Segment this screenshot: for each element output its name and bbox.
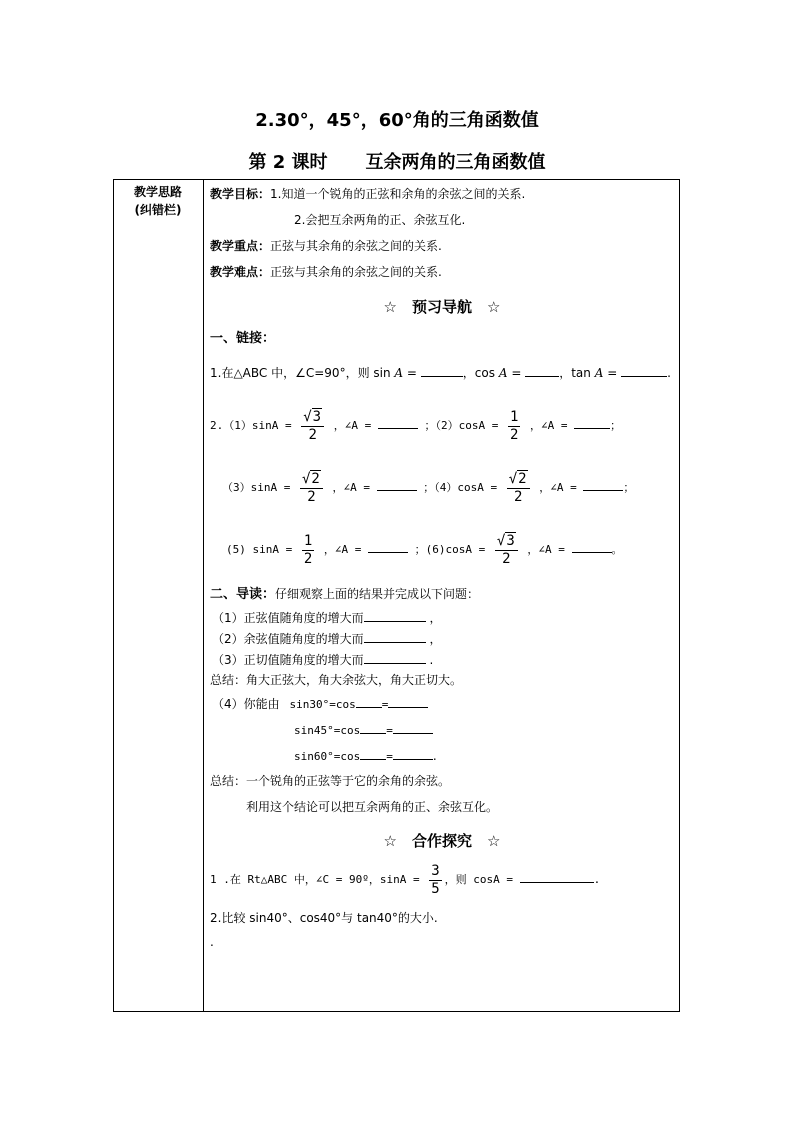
guide-heading: 二、导读： (210, 587, 276, 602)
guide-item-3-text: （3）正切值随角度的增大而 (212, 653, 364, 667)
end-mark: 。 (611, 543, 623, 556)
identity-row-3 (294, 747, 437, 765)
q1-var-a: A (594, 366, 604, 380)
guide-row (210, 586, 479, 603)
fraction-numerator: 1 (509, 408, 519, 425)
answer-blank[interactable] (520, 870, 594, 883)
answer-blank[interactable] (360, 747, 386, 760)
equals: = (386, 724, 393, 737)
goal-item-1: 1.知道一个锐角的正弦和余角的余弦之间的关系. (270, 187, 526, 201)
q1-var-a: A (498, 366, 508, 380)
q1-end: . (667, 366, 671, 380)
answer-blank[interactable] (583, 478, 623, 491)
key-point-text: 正弦与其余角的余弦之间的关系. (270, 239, 442, 253)
answer-blank[interactable] (525, 364, 559, 377)
q2-part1-suffix: ，∠A = (333, 419, 372, 432)
link-question-1 (210, 364, 671, 381)
q1-tan: ，tan (559, 366, 591, 380)
identity-sin60: sin60°=cos (294, 750, 361, 763)
fraction-denominator: 2 (502, 550, 511, 567)
coop-question-2: 2.比较 sin40°、cos40°与 tan40°的大小. (210, 911, 438, 925)
q2-part6-prefix: ；(6)cosA = (414, 543, 486, 556)
identity-sin45: sin45°=cos (294, 724, 361, 737)
link-question-2-row1 (210, 402, 621, 450)
sidebar-line2: (纠错栏) (134, 203, 182, 217)
goals-label: 教学目标： (210, 187, 271, 201)
q1-eq: = (607, 366, 618, 380)
answer-blank[interactable] (421, 364, 463, 377)
period: . (429, 653, 434, 667)
answer-blank[interactable] (360, 721, 386, 734)
lesson-topic: 互余两角的三角函数值 (365, 152, 546, 173)
q2-part5-suffix: ，∠A = (323, 543, 362, 556)
q2-part3-prefix: （3）sinA = (222, 481, 291, 494)
guide-item-4-label: （4）你能由 (212, 697, 280, 711)
semicolon: ； (623, 481, 635, 494)
sqrt (303, 409, 322, 426)
answer-blank[interactable] (388, 695, 428, 708)
radical-sign: √ (508, 470, 518, 487)
equals: = (386, 750, 393, 763)
period: . (593, 873, 601, 886)
identity-row-2 (294, 721, 433, 739)
identity-sin30: sin30°=cos (289, 698, 356, 711)
answer-blank[interactable] (574, 416, 610, 429)
fraction-numerator (507, 471, 530, 489)
radicand: 3 (506, 532, 515, 549)
fraction-denominator: 5 (431, 880, 440, 897)
link-heading: 一、链接： (210, 331, 276, 346)
sqrt (497, 533, 516, 550)
key-point-row (210, 238, 442, 254)
comma: ， (429, 632, 442, 646)
goal-item-2: 2.会把互余两角的正、余弦互化. (294, 213, 466, 227)
q1-eq: = (511, 366, 522, 380)
coop-section-title: ☆ 合作探究 ☆ (383, 832, 501, 850)
radical-sign: √ (301, 470, 311, 487)
radicand: 2 (311, 470, 320, 487)
link-question-2-row2 (222, 464, 634, 512)
summary-3: 利用这个结论可以把互余两角的正、余弦互化。 (246, 800, 499, 814)
answer-blank[interactable] (393, 747, 433, 760)
difficulty-label: 教学难点： (210, 265, 271, 279)
fraction (507, 471, 530, 506)
q2-part2-prefix: ；（2）cosA = (424, 419, 499, 432)
comma: ， (429, 611, 442, 625)
lesson-number: 第 2 课时 (248, 152, 328, 173)
fraction (508, 409, 520, 444)
fraction (302, 533, 314, 568)
guide-item-1 (212, 609, 441, 626)
q2-part5-prefix: (5) sinA = (226, 543, 293, 556)
guide-item-3 (212, 651, 433, 668)
page-title: 2.30°，45°，60°角的三角函数值 (255, 110, 539, 131)
sidebar-notes (114, 183, 202, 219)
q1-var-a: A (394, 366, 404, 380)
fraction (495, 533, 518, 568)
answer-blank[interactable] (364, 651, 426, 664)
summary-1: 总结：角大正弦大，角大余弦大，角大正切大。 (210, 673, 463, 687)
fraction-denominator: 2 (303, 550, 313, 567)
answer-blank[interactable] (364, 609, 426, 622)
answer-blank[interactable] (621, 364, 667, 377)
coop-question-1 (210, 857, 600, 903)
sqrt (509, 471, 528, 488)
coop-q1-suffix: ，则 cosA = (444, 873, 513, 886)
fraction (300, 471, 323, 506)
q1-eq: = (406, 366, 417, 380)
answer-blank[interactable] (368, 540, 408, 553)
guide-item-4 (212, 695, 428, 713)
difficulty-text: 正弦与其余角的余弦之间的关系. (270, 265, 442, 279)
link-question-2-row3 (226, 526, 623, 574)
guide-item-2 (212, 630, 441, 647)
guide-item-2-text: （2）余弦值随角度的增大而 (212, 632, 364, 646)
radicand: 2 (518, 470, 527, 487)
q2-part4-prefix: ；（4）cosA = (423, 481, 498, 494)
fraction-numerator: 1 (303, 532, 313, 549)
fraction (429, 863, 441, 898)
radical-sign: √ (303, 408, 312, 425)
fraction-numerator (300, 471, 323, 489)
q2-part1-prefix: 2.（1）sinA = (210, 419, 292, 432)
answer-blank[interactable] (378, 416, 418, 429)
q1-cos: ，cos (462, 366, 495, 380)
answer-blank[interactable] (393, 721, 433, 734)
fraction (301, 409, 324, 444)
fraction-numerator: 3 (431, 862, 440, 879)
radical-sign: √ (496, 532, 506, 549)
answer-blank[interactable] (572, 540, 612, 553)
goals-row (210, 186, 525, 202)
semicolon: ； (610, 419, 622, 432)
guide-text: 仔细观察上面的结果并完成以下问题： (275, 587, 480, 601)
sidebar-line1: 教学思路 (133, 185, 182, 199)
fraction-denominator: 2 (513, 488, 523, 505)
summary-2: 总结：一个锐角的正弦等于它的余角的余弦。 (210, 774, 451, 788)
page-subtitle (0, 148, 794, 174)
difficulty-row (210, 264, 442, 280)
q1-text: 1.在△ABC 中，∠C=90°，则 sin (210, 366, 391, 380)
answer-blank[interactable] (356, 695, 382, 708)
fraction-numerator (495, 533, 518, 551)
radicand: 3 (312, 408, 322, 425)
fraction-denominator: 2 (308, 426, 317, 443)
answer-blank[interactable] (377, 478, 417, 491)
period: . (432, 749, 437, 763)
q2-part3-suffix: ，∠A = (332, 481, 370, 494)
coop-q1-prefix: 1 .在 Rt△ABC 中，∠C = 90º，sinA = (210, 873, 420, 886)
fraction-denominator: 2 (509, 426, 519, 443)
key-point-label: 教学重点： (210, 239, 271, 253)
sqrt (302, 471, 321, 488)
q2-part2-suffix: ，∠A = (530, 419, 568, 432)
q2-part4-suffix: ，∠A = (539, 481, 577, 494)
fraction-numerator (301, 409, 324, 427)
equals: = (381, 698, 389, 711)
guide-item-1-text: （1）正弦值随角度的增大而 (212, 611, 364, 625)
fraction-denominator: 2 (307, 488, 316, 505)
q2-part6-suffix: ，∠A = (527, 543, 565, 556)
trailing-dot: . (210, 935, 214, 949)
answer-blank[interactable] (364, 630, 426, 643)
preview-section-title: ☆ 预习导航 ☆ (383, 298, 501, 316)
